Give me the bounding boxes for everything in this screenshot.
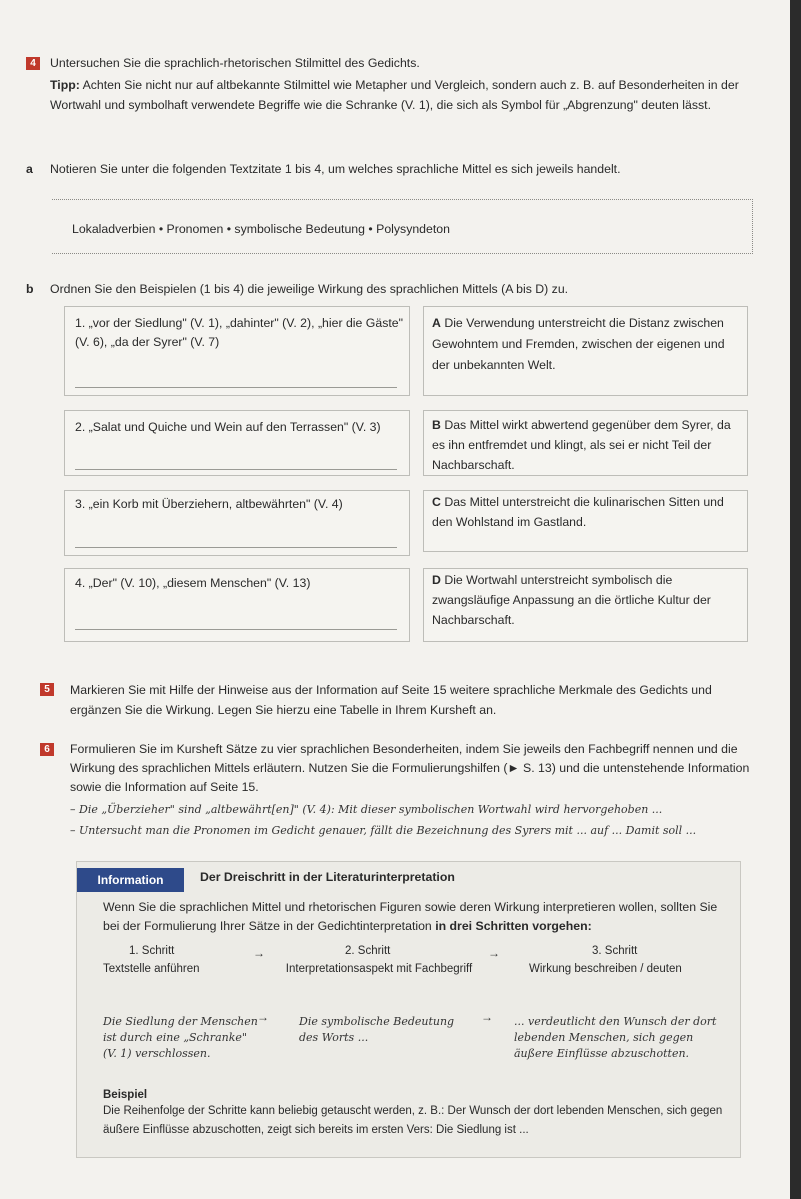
task5-text: Markieren Sie mit Hilfe der Hinweise aus der Information auf Seite 15 weitere sprachliche Merkmale des Gedichts und ergänzen Sie die Wirkung. Legen Sie hierzu eine Tabelle in Ihrem Kursheft an. [70,683,712,717]
beispiel-text: Die Reihenfolge der Schritte kann beliebig getauscht werden, z. B.: Der Wunsch der dort lebenden Menschen, sich gegen äußere Einflüsse abzuschotten, zeigt sich bereits im ersten Vers: Die Siedlung ist ... [103,1105,723,1136]
step-2-desc: Interpretationsaspekt mit Fachbegriff [285,963,473,975]
answer-line[interactable] [75,387,397,388]
example-step-1: Die Siedlung der Menschen ist durch eine „Schranke" (V. 1) verschlossen. [103,1015,258,1060]
intro-text: Wenn Sie die sprachlichen Mittel und rhetorischen Figuren sowie deren Wirkung interpretieren wollen, sollten Sie bei der Formulierung Ihrer Sätze in der Gedichtinterpretation [103,900,718,933]
example-box-2 [64,410,410,476]
arrow-right-icon: → [253,946,265,960]
page-edge-shadow [790,0,801,1199]
subtask-a-text: Notieren Sie unter die folgenden Textzitate 1 bis 4, um welches sprachliche Mittel es sich jeweils handelt. [50,162,621,176]
information-label: Information [77,868,184,892]
hint-line: – Die „Überzieher" sind „altbewährt[en]" (V. 4): Mit dieser symbolischen Wortwahl wird hervorgehoben ... [70,803,663,816]
effect-a-text [432,313,744,376]
task6-hints [70,799,770,841]
effect-d-body: Die Wortwahl unterstreicht symbolisch die zwangsläufige Anpassung an die örtliche Kultur der Nachbarschaft. [432,573,711,627]
word-box [52,199,753,254]
effect-b-body: Das Mittel wirkt abwertend gegenüber dem Syrer, da es ihn entfremdet und klingt, als sei er nicht Teil der Nachbarschaft. [432,418,731,472]
task-number-badge: 4 [26,57,40,70]
effect-d-letter: D [432,573,441,587]
example-2-text: 2. „Salat und Quiche und Wein auf den Terrassen" (V. 3) [75,420,381,434]
word-box-terms: Lokaladverbien • Pronomen • symbolische Bedeutung • Polysyndeton [72,222,450,236]
answer-line[interactable] [75,469,397,470]
effect-box-c [423,490,748,552]
effect-a-letter: A [432,316,441,330]
task6-text: Formulieren Sie im Kursheft Sätze zu vier sprachlichen Besonderheiten, indem Sie jeweils den Fachbegriff nennen und die Wirkung des sprachlichen Mittels erläutern. Nutzen Sie die Formulierungshilfen (► S. 13) und die untenstehende Information sowie die Information auf Seite 15. [70,742,750,794]
effect-box-d [423,568,748,642]
information-box [76,861,741,1158]
example-box-3 [64,490,410,556]
example-box-1 [64,306,410,396]
effect-d-text [432,570,744,630]
arrow-right-icon: → [488,946,500,960]
subtask-b-letter: b [26,282,34,296]
answer-line[interactable] [75,629,397,630]
effect-a-body: Die Verwendung unterstreicht die Distanz zwischen Gewohntem und Fremden, zwischen der eigenen und der unbekannten Welt. [432,316,725,372]
arrow-right-icon: → [481,1010,493,1024]
step-3-label: 3. Schritt [592,945,638,957]
intro-emphasis: in drei Schritten vorgehen: [435,919,592,933]
hint-line: – Untersucht man die Pronomen im Gedicht genauer, fällt die Bezeichnung des Syrers mit ... auf ... Damit soll ... [70,824,697,837]
task-number-badge: 5 [40,683,54,696]
example-1-text: 1. „vor der Siedlung" (V. 1), „dahinter" (V. 2), „hier die Gäste" (V. 6), „da der Syrer" (V. 7) [75,316,403,349]
subtask-b-text: Ordnen Sie den Beispielen (1 bis 4) die jeweilige Wirkung des sprachlichen Mittels (A bis D) zu. [50,282,569,296]
subtask-a-letter: a [26,162,33,176]
step-1-desc: Textstelle anführen [103,963,200,975]
example-step-3: ... verdeutlicht den Wunsch der dort lebenden Menschen, sich gegen äußere Einflüsse abzuschotten. [514,1015,717,1060]
task4-title: Untersuchen Sie die sprachlich-rhetorischen Stilmittel des Gedichts. [50,56,420,70]
effect-c-text [432,492,744,532]
effect-box-a [423,306,748,396]
step-2-label: 2. Schritt [345,945,391,957]
example-box-4 [64,568,410,642]
example-4-text: 4. „Der" (V. 10), „diesem Menschen" (V. 13) [75,576,311,590]
task4-tip [50,75,770,115]
beispiel-label: Beispiel [103,1089,148,1101]
task-number-badge: 6 [40,743,54,756]
example-step-2: Die symbolische Bedeutung des Worts ... [299,1015,455,1044]
information-title: Der Dreischritt in der Literaturinterpretation [200,870,455,884]
step-3-desc: Wirkung beschreiben / deuten [529,963,682,975]
effect-c-body: Das Mittel unterstreicht die kulinarischen Sitten und den Wohlstand im Gastland. [432,495,724,529]
step-1-label: 1. Schritt [129,945,175,957]
arrow-right-icon: → [257,1010,269,1024]
effect-box-b [423,410,748,476]
effect-b-letter: B [432,418,441,432]
example-3-text: 3. „ein Korb mit Überziehern, altbewährten" (V. 4) [75,497,343,511]
effect-b-text [432,415,744,475]
answer-line[interactable] [75,547,397,548]
tip-text: Achten Sie nicht nur auf altbekannte Stilmittel wie Metapher und Vergleich, sondern auch z. B. auf Besonderheiten in der Wortwahl und symbolhaft verwendete Begriffe wie die Schranke (V. 1), die sich als Symbol für „Abgrenzung" deuten lässt. [50,78,739,112]
information-intro [103,898,728,936]
tip-label: Tipp: [50,78,80,92]
effect-c-letter: C [432,495,441,509]
